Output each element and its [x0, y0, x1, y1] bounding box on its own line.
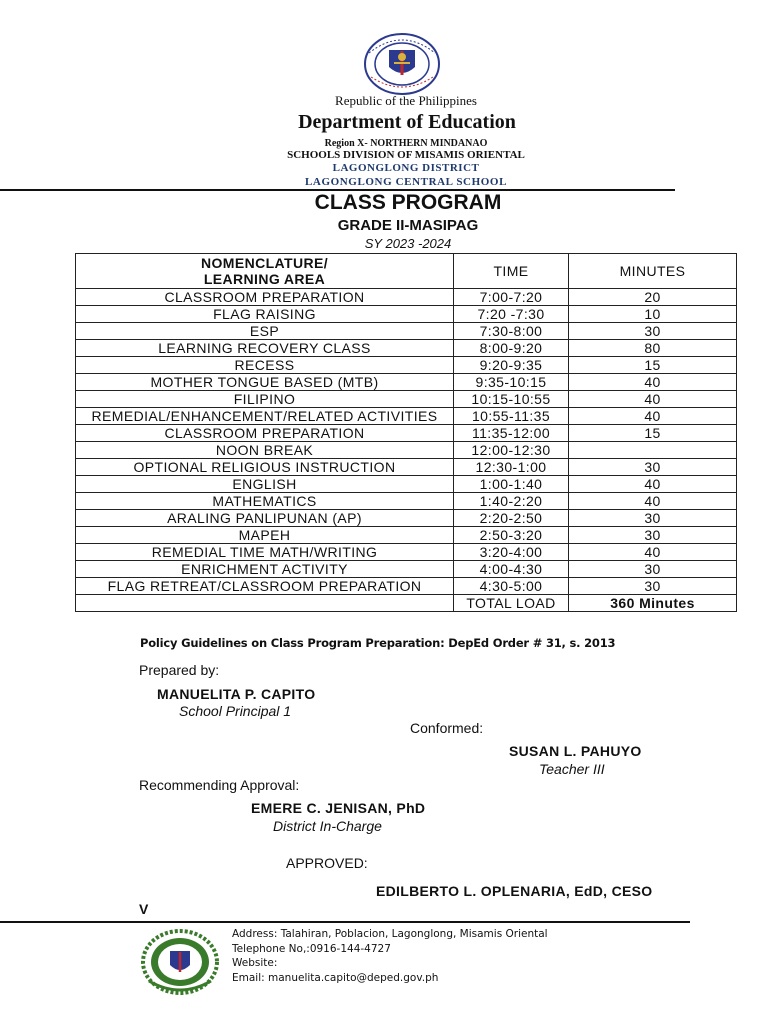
- recommending-name: EMERE C. JENISAN, PhD: [251, 800, 426, 816]
- cell-minutes: 30: [569, 561, 737, 578]
- cell-learning-area: RECESS: [76, 357, 454, 374]
- table-row: [76, 442, 737, 459]
- cell-time: 7:20 -7:30: [454, 306, 569, 323]
- cell-time: 1:40-2:20: [454, 493, 569, 510]
- table-row: [76, 306, 737, 323]
- footer-divider: [0, 921, 690, 923]
- cell-learning-area: MOTHER TONGUE BASED (MTB): [76, 374, 454, 391]
- table-row: [76, 578, 737, 595]
- table-row: [76, 459, 737, 476]
- cell-time: 3:20-4:00: [454, 544, 569, 561]
- cell-time: 4:00-4:30: [454, 561, 569, 578]
- header-learning-area-label: NOMENCLATURE/ LEARNING AREA: [200, 255, 329, 287]
- prepared-by-label: Prepared by:: [139, 662, 220, 678]
- table-header-row: [76, 254, 737, 289]
- table-row: [76, 374, 737, 391]
- table-row: [76, 340, 737, 357]
- cell-minutes: 30: [569, 527, 737, 544]
- cell-time: 4:30-5:00: [454, 578, 569, 595]
- cell-learning-area: CLASSROOM PREPARATION: [76, 425, 454, 442]
- table-row: [76, 391, 737, 408]
- cell-learning-area: ENGLISH: [76, 476, 454, 493]
- table-row: [76, 323, 737, 340]
- table-body: [76, 289, 737, 612]
- cell-time: 8:00-9:20: [454, 340, 569, 357]
- cell-minutes: 40: [569, 374, 737, 391]
- table-row: [76, 476, 737, 493]
- approved-name: EDILBERTO L. OPLENARIA, EdD, CESO: [376, 883, 653, 899]
- district-name: LAGONGLONG DISTRICT: [332, 162, 480, 174]
- cell-time: 2:50-3:20: [454, 527, 569, 544]
- table-row: [76, 408, 737, 425]
- cell-learning-area: OPTIONAL RELIGIOUS INSTRUCTION: [76, 459, 454, 476]
- cell-time: 9:35-10:15: [454, 374, 569, 391]
- cell-learning-area: FILIPINO: [76, 391, 454, 408]
- table-row: [76, 510, 737, 527]
- total-row: [76, 595, 737, 612]
- cell-minutes: 20: [569, 289, 737, 306]
- table-row: [76, 561, 737, 578]
- cell-time: 1:00-1:40: [454, 476, 569, 493]
- school-name: LAGONGLONG CENTRAL SCHOOL: [304, 176, 508, 188]
- cell-learning-area: CLASSROOM PREPARATION: [76, 289, 454, 306]
- prepared-by-name: MANUELITA P. CAPITO: [157, 686, 316, 702]
- cell-learning-area: FLAG RETREAT/CLASSROOM PREPARATION: [76, 578, 454, 595]
- table-row: [76, 289, 737, 306]
- cell-minutes: 40: [569, 391, 737, 408]
- conformed-title: Teacher III: [539, 761, 605, 777]
- table-row: [76, 527, 737, 544]
- cell-minutes: [569, 442, 737, 459]
- approved-name-suffix: V: [139, 901, 149, 917]
- header-minutes: MINUTES: [569, 254, 737, 289]
- conformed-name: SUSAN L. PAHUYO: [509, 743, 642, 759]
- cell-minutes: 10: [569, 306, 737, 323]
- footer-address: Address: Talahiran, Poblacion, Lagonglong, Misamis Oriental: [232, 928, 548, 940]
- cell-learning-area: REMEDIAL/ENHANCEMENT/RELATED ACTIVITIES: [76, 408, 454, 425]
- cell-learning-area: MATHEMATICS: [76, 493, 454, 510]
- cell-minutes: 40: [569, 544, 737, 561]
- cell-learning-area: ARALING PANLIPUNAN (AP): [76, 510, 454, 527]
- header-learning-area: [76, 254, 454, 289]
- class-program-table: [75, 253, 737, 612]
- cell-time: 10:15-10:55: [454, 391, 569, 408]
- cell-learning-area: FLAG RAISING: [76, 306, 454, 323]
- school-year: SY 2023 -2024: [364, 236, 452, 251]
- prepared-by-title: School Principal 1: [179, 703, 292, 719]
- total-load-label: TOTAL LOAD: [454, 595, 569, 612]
- document-title: CLASS PROGRAM: [314, 191, 502, 214]
- cell-minutes: 40: [569, 408, 737, 425]
- table-row: [76, 544, 737, 561]
- footer-contact: [232, 927, 548, 985]
- total-blank-cell: [76, 595, 454, 612]
- cell-learning-area: ENRICHMENT ACTIVITY: [76, 561, 454, 578]
- cell-minutes: 40: [569, 476, 737, 493]
- table-row: [76, 357, 737, 374]
- deped-seal-logo: [363, 33, 441, 95]
- school-logo: [141, 929, 219, 995]
- footer-telephone: Telephone No,:0916-144-4727: [232, 942, 391, 955]
- cell-learning-area: ESP: [76, 323, 454, 340]
- grade-section: GRADE II-MASIPAG: [337, 217, 479, 234]
- cell-time: 2:20-2:50: [454, 510, 569, 527]
- cell-minutes: 30: [569, 578, 737, 595]
- cell-minutes: 30: [569, 459, 737, 476]
- cell-minutes: 80: [569, 340, 737, 357]
- cell-time: 10:55-11:35: [454, 408, 569, 425]
- header-time: TIME: [454, 254, 569, 289]
- conformed-label: Conformed:: [410, 720, 484, 736]
- cell-learning-area: MAPEH: [76, 527, 454, 544]
- footer-email: Email: manuelita.capito@deped.gov.ph: [232, 971, 439, 984]
- cell-learning-area: LEARNING RECOVERY CLASS: [76, 340, 454, 357]
- cell-minutes: 30: [569, 323, 737, 340]
- cell-minutes: 40: [569, 493, 737, 510]
- cell-time: 7:30-8:00: [454, 323, 569, 340]
- cell-time: 7:00-7:20: [454, 289, 569, 306]
- cell-minutes: 15: [569, 425, 737, 442]
- footer-website: Website:: [232, 957, 278, 969]
- cell-time: 11:35-12:00: [454, 425, 569, 442]
- cell-minutes: 30: [569, 510, 737, 527]
- department-name: Department of Education: [298, 111, 516, 133]
- cell-learning-area: NOON BREAK: [76, 442, 454, 459]
- country-name: Republic of the Philippines: [335, 93, 477, 108]
- recommending-title: District In-Charge: [273, 818, 382, 834]
- cell-minutes: 15: [569, 357, 737, 374]
- cell-learning-area: REMEDIAL TIME MATH/WRITING: [76, 544, 454, 561]
- approved-label: APPROVED:: [286, 855, 368, 871]
- policy-note: Policy Guidelines on Class Program Preparation: DepEd Order # 31, s. 2013: [140, 636, 616, 650]
- recommending-approval-label: Recommending Approval:: [139, 777, 300, 793]
- division-name: SCHOOLS DIVISION OF MISAMIS ORIENTAL: [287, 149, 525, 161]
- cell-time: 12:30-1:00: [454, 459, 569, 476]
- table-row: [76, 493, 737, 510]
- region-name: Region X- NORTHERN MINDANAO: [324, 138, 488, 149]
- cell-time: 12:00-12:30: [454, 442, 569, 459]
- table-row: [76, 425, 737, 442]
- total-load-value: 360 Minutes: [569, 595, 737, 612]
- cell-time: 9:20-9:35: [454, 357, 569, 374]
